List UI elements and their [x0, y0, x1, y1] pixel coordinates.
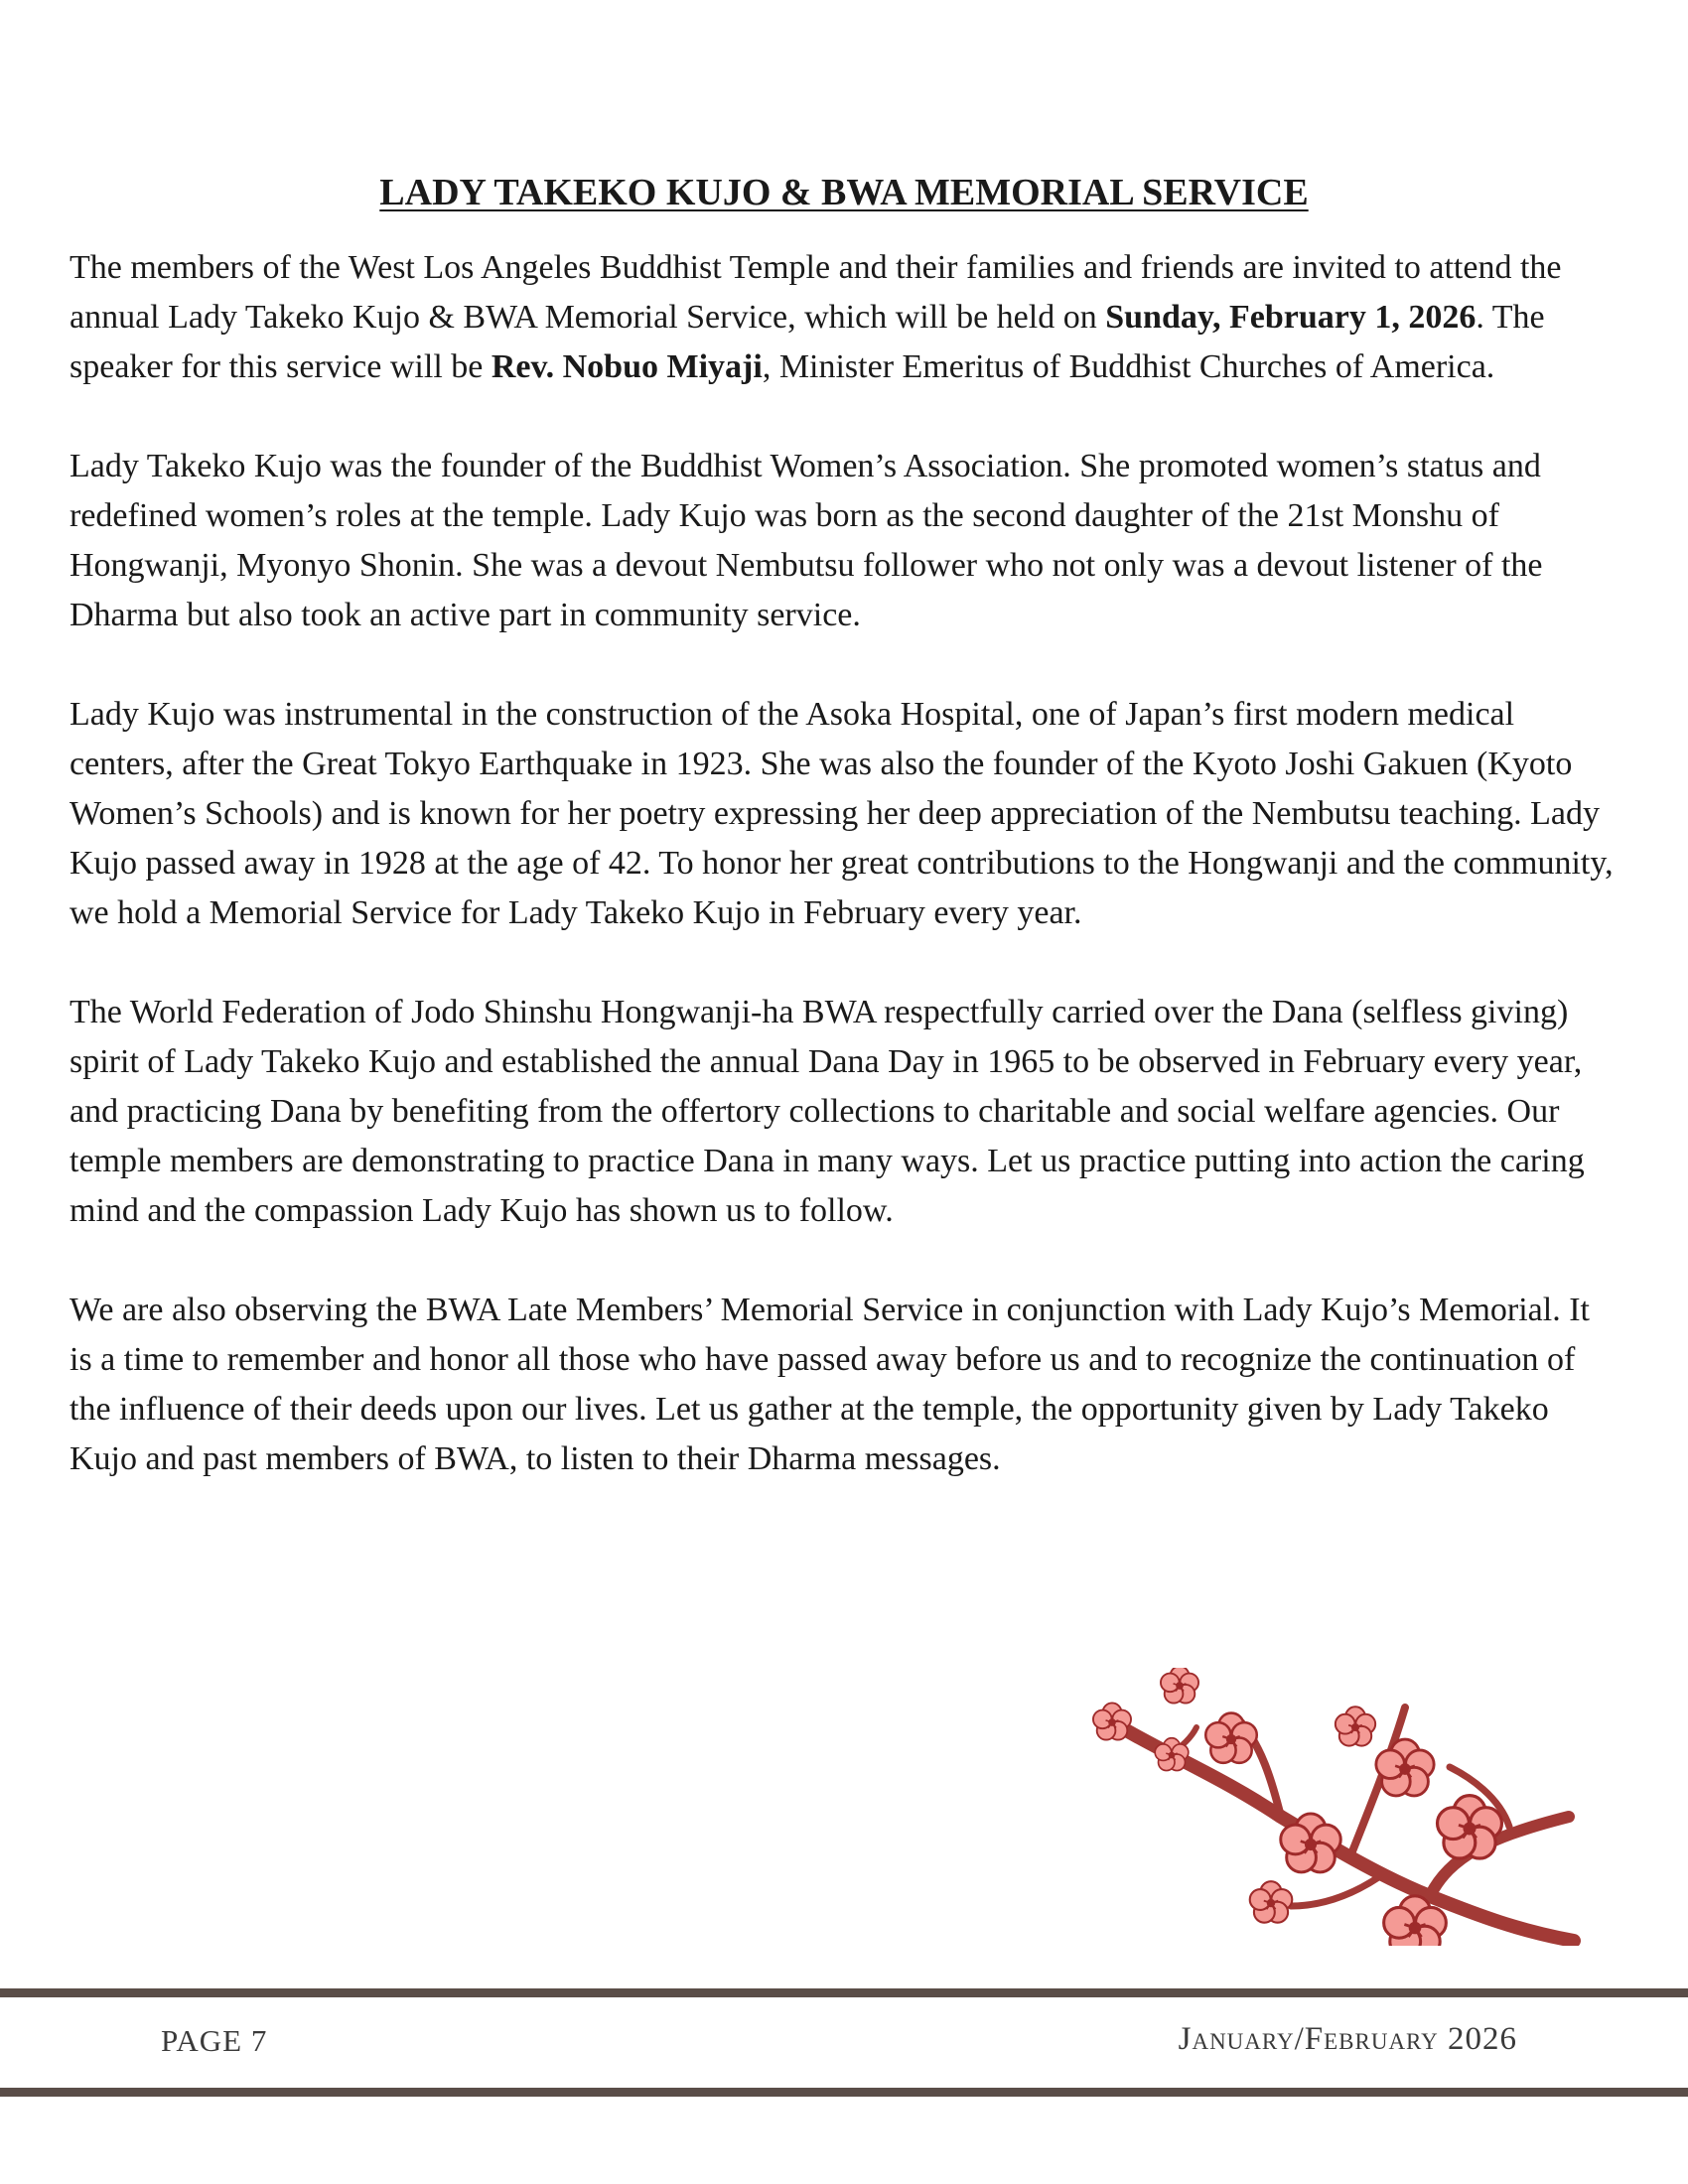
paragraph-late-members: We are also observing the BWA Late Members’ Memorial Service in conjunction with Lady Kujo’s Memorial. It is a time to remember and honor all those who have passed away before us and to recognize the continuation of the influence of their deeds upon our lives. Let us gather at the temple, the opportunity given by Lady Takeko Kujo and past members of BWA, to listen to their Dharma messages.: [70, 1292, 1590, 1477]
footer-rule-bottom: [0, 2088, 1688, 2097]
footer-issue-date: January/February 2026: [1178, 2021, 1517, 2057]
plum-blossom-branch-icon: [1072, 1668, 1589, 1946]
article-title: LADY TAKEKO KUJO & BWA MEMORIAL SERVICE: [379, 172, 1309, 214]
invitation-text-1: The members of the West Los Angeles Buddhist Temple and their families and friends are invited to attend the annual Lady Takeko Kujo & BWA Memorial Service, which will be held on: [70, 249, 1562, 336]
invitation-text-3: , Minister Emeritus of Buddhist Churches of America.: [762, 348, 1495, 385]
paragraph-biography: Lady Takeko Kujo was the founder of the Buddhist Women’s Association. She promoted women’s status and redefined women’s roles at the temple. Lady Kujo was born as the second daughter of the 21st Monshu of Hongwanji, Myonyo Shonin. She was a devout Nembutsu follower who not only was a devout listener of the Dharma but also took an active part in community service.: [70, 448, 1543, 633]
service-date: Sunday, February 1, 2026: [1105, 299, 1477, 336]
footer-page-number: PAGE 7: [161, 2023, 268, 2058]
paragraph-invitation: [70, 243, 1618, 392]
article-body: [70, 243, 1618, 1534]
paragraph-dana: The World Federation of Jodo Shinshu Hongwanji-ha BWA respectfully carried over the Dana (selfless giving) spirit of Lady Takeko Kujo and established the annual Dana Day in 1965 to be observed in February every year, and practicing Dana by benefiting from the offertory collections to charitable and social welfare agencies. Our temple members are demonstrating to practice Dana in many ways. Let us practice putting into action the caring mind and the compassion Lady Kujo has shown us to follow.: [70, 994, 1585, 1229]
paragraph-contributions: Lady Kujo was instrumental in the construction of the Asoka Hospital, one of Japan’s first modern medical centers, after the Great Tokyo Earthquake in 1923. She was also the founder of the Kyoto Joshi Gakuen (Kyoto Women’s Schools) and is known for her poetry expressing her deep appreciation of the Nembutsu teaching. Lady Kujo passed away in 1928 at the age of 42. To honor her great contributions to the Hongwanji and the community, we hold a Memorial Service for Lady Takeko Kujo in February every year.: [70, 696, 1614, 931]
speaker-name: Rev. Nobuo Miyaji: [491, 348, 763, 385]
invitation-text-2: . The speaker for this service will be: [70, 299, 1545, 385]
footer-rule-top: [0, 1988, 1688, 1997]
